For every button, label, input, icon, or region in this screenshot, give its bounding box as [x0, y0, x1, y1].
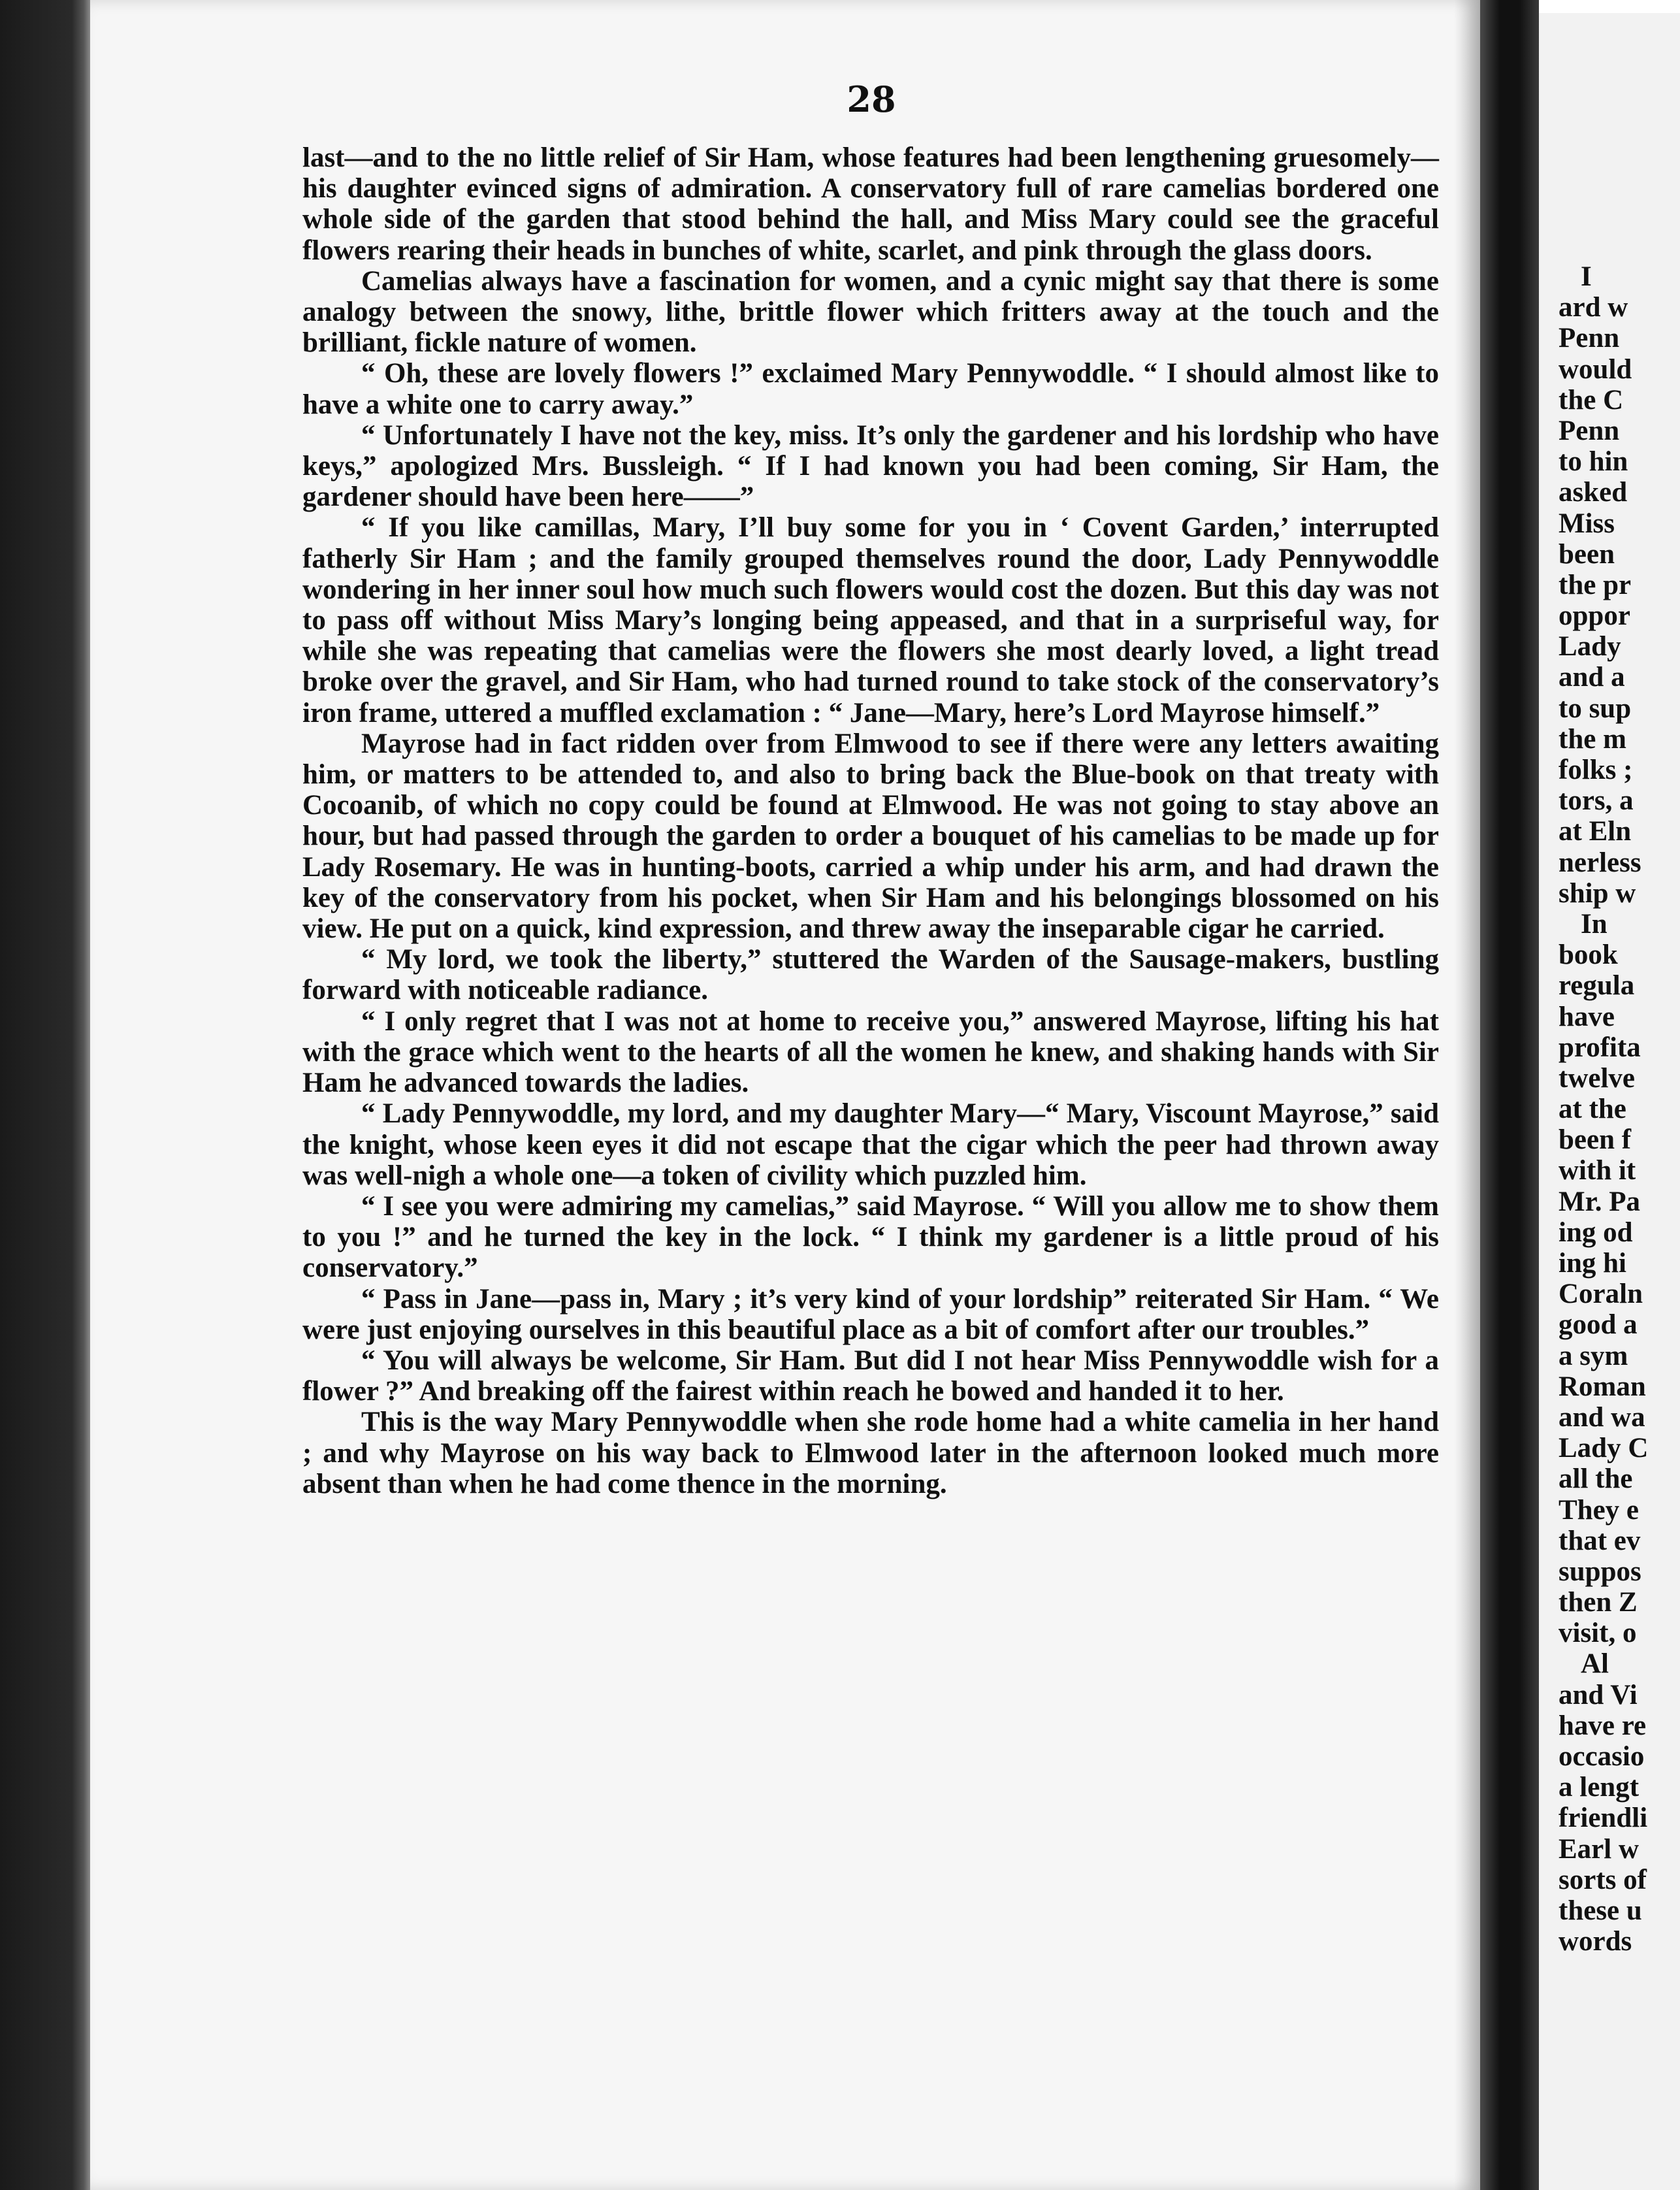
adjacent-page-line: the pr — [1559, 569, 1632, 600]
adjacent-page-line: Coraln — [1559, 1279, 1643, 1310]
adjacent-page-line: to sup — [1559, 693, 1632, 724]
adjacent-page-line: the C — [1559, 384, 1624, 416]
adjacent-page-line: tors, a — [1559, 785, 1634, 817]
adjacent-page-line: Lady C — [1559, 1433, 1649, 1464]
scan-border-left — [0, 0, 90, 2190]
adjacent-page-line: at the — [1559, 1094, 1626, 1125]
adjacent-page-line: been — [1559, 538, 1615, 570]
adjacent-page-line: Miss — [1559, 508, 1615, 539]
adjacent-page-line: Roman — [1559, 1371, 1646, 1402]
paragraph: “ I only regret that I was not at home to receive you,” answered Mayrose, lifting his hat with the grace which went to the hearts of all the women he knew, and shaking hands with Sir Ham he advanced towards the ladies. — [302, 1005, 1439, 1099]
adjacent-page-line: book — [1559, 940, 1618, 971]
page-number-label: 28 — [847, 78, 896, 120]
adjacent-page-line: Earl w — [1559, 1833, 1640, 1865]
adjacent-page-line: then Z — [1559, 1587, 1638, 1618]
adjacent-page-line: and Vi — [1559, 1679, 1638, 1710]
adjacent-page-line: Mr. Pa — [1559, 1186, 1640, 1217]
adjacent-page-line: words — [1559, 1926, 1632, 1957]
adjacent-page-line: these u — [1559, 1895, 1642, 1926]
adjacent-page-line: ard w — [1559, 292, 1628, 323]
paragraph: “ Lady Pennywoddle, my lord, and my daughter Mary—“ Mary, Viscount Mayrose,” said the knight, whose keen eyes it did not escape that the cigar which the peer had thrown away was well-nigh a whole one—a token of civility which puzzled him. — [302, 1098, 1439, 1191]
paragraph: “ My lord, we took the liberty,” stuttered the Warden of the Sausage-makers, bustling forward with noticeable radiance. — [302, 944, 1439, 1006]
page-number — [0, 78, 1680, 120]
adjacent-page — [1539, 13, 1680, 2190]
adjacent-page-line: been f — [1559, 1124, 1632, 1156]
adjacent-page-line: Penn — [1559, 415, 1620, 446]
adjacent-page-line: folks ; — [1559, 755, 1633, 785]
paragraph: “ Unfortunately I have not the key, miss. It’s only the gardener and his lordship who have keys,” apologized Mrs. Bussleigh. “ If I had known you had been coming, Sir Ham, the gardener should have been here——” — [302, 419, 1439, 513]
adjacent-page-line: Penn — [1559, 323, 1620, 354]
paragraph: Camelias always have a fascination for women, and a cynic might say that there is some analogy between the snowy, lithe, brittle flower which fritters away at the touch and the brilliant, fickle nature of women. — [302, 265, 1439, 359]
paragraph: “ You will always be welcome, Sir Ham. But did I not hear Miss Pennywoddle wish for a flower ?” And breaking off the fairest within reach he bowed and handed it to her. — [302, 1345, 1439, 1407]
adjacent-page-line: a lengt — [1559, 1772, 1640, 1803]
paragraph: last—and to the no little relief of Sir Ham, whose features had been lengthening gruesomely—his daughter evinced signs of admiration. A conservatory full of rare camelias bordered one whole side of the garden that stood behind the hall, and Miss Mary could see the graceful flowers rearing their heads in bunches of white, scarlet, and pink through the glass doors. — [302, 142, 1439, 266]
adjacent-page-line: profita — [1559, 1032, 1641, 1063]
adjacent-page-line: sorts of — [1559, 1864, 1647, 1895]
adjacent-page-line: oppor — [1559, 600, 1630, 632]
adjacent-page-line: They e — [1559, 1494, 1640, 1526]
adjacent-page-line: that ev — [1559, 1525, 1641, 1556]
adjacent-page-line: ing hi — [1559, 1248, 1626, 1279]
adjacent-page-line: ship w — [1559, 877, 1636, 909]
paragraph: This is the way Mary Pennywoddle when she rode home had a white camelia in her hand ; and why Mayrose on his way back to Elmwood later in the afternoon looked much more absent than when he had come thence in the morning. — [302, 1407, 1439, 1499]
adjacent-page-line: suppos — [1559, 1556, 1641, 1587]
adjacent-page-line: and a — [1559, 662, 1625, 693]
adjacent-page-line: occasio — [1559, 1741, 1645, 1772]
adjacent-page-line: good a — [1559, 1309, 1638, 1341]
adjacent-page-line: to hin — [1559, 446, 1628, 478]
adjacent-page-line: with it — [1559, 1155, 1636, 1186]
adjacent-page-line: the m — [1559, 723, 1626, 755]
adjacent-page-text — [1559, 261, 1680, 1957]
book-gutter — [1480, 0, 1539, 2190]
adjacent-page-line: visit, o — [1559, 1618, 1637, 1649]
adjacent-page-line: friendli — [1559, 1803, 1648, 1834]
adjacent-page-line: all the — [1559, 1463, 1633, 1495]
page-body — [302, 142, 1439, 1499]
paragraph: “ Pass in Jane—pass in, Mary ; it’s very kind of your lordship” reiterated Sir Ham. “ We were just enjoying ourselves in this beautiful place as a bit of comfort after our troubles.” — [302, 1283, 1439, 1345]
adjacent-page-line: Lady — [1559, 631, 1621, 662]
adjacent-page-line: regula — [1559, 970, 1635, 1002]
adjacent-page-line: Al — [1581, 1648, 1609, 1680]
adjacent-page-line: twelve — [1559, 1062, 1635, 1094]
adjacent-page-line: have — [1559, 1001, 1615, 1032]
paragraph: Mayrose had in fact ridden over from Elmwood to see if there were any letters awaiting him, or matters to be attended to, and also to bring back the Blue-book on that treaty with Cocoanib, of which no copy could be found at Elmwood. He was not going to stay above an hour, but had passed through the garden to order a bouquet of his camelias to be made up for Lady Rosemary. He was in hunting-boots, carried a whip under his arm, and had drawn the key of the conservatory from his pocket, when Sir Ham and his belongings blossomed on his view. He put on a quick, kind expression, and threw away the inseparable cigar he carried. — [302, 728, 1439, 945]
adjacent-page-line: ing od — [1559, 1217, 1633, 1248]
adjacent-page-line: In — [1581, 908, 1607, 940]
adjacent-page-line: at Eln — [1559, 816, 1632, 847]
adjacent-page-line: would — [1559, 353, 1632, 385]
paragraph: “ Oh, these are lovely flowers !” exclaimed Mary Pennywoddle. “ I should almost like to have a white one to carry away.” — [302, 358, 1439, 420]
adjacent-page-line: have re — [1559, 1710, 1647, 1741]
adjacent-page-line: I — [1581, 261, 1592, 292]
adjacent-page-line: asked — [1559, 477, 1628, 508]
adjacent-page-line: a sym — [1559, 1340, 1628, 1371]
adjacent-page-line: nerless — [1559, 847, 1641, 878]
paragraph: “ If you like camillas, Mary, I’ll buy some for you in ‘ Covent Garden,’ interrupted fatherly Sir Ham ; and the family grouped themselves round the door, Lady Pennywoddle wondering in her inner soul how much such flowers would cost the dozen. But this day was not to pass off without Miss Mary’s longing being appeased, and that in a surpriseful way, for while she was repeating that camelias were the flowers she most dearly loved, a light tread broke over the gravel, and Sir Ham, who had turned round to take stock of the conservatory’s iron frame, uttered a muffled exclamation : “ Jane—Mary, here’s Lord Mayrose himself.” — [302, 512, 1439, 728]
adjacent-page-line: and wa — [1559, 1401, 1645, 1433]
paragraph: “ I see you were admiring my camelias,” said Mayrose. “ Will you allow me to show them to you !” and he turned the key in the lock. “ I think my gardener is a little proud of his conservatory.” — [302, 1190, 1439, 1284]
